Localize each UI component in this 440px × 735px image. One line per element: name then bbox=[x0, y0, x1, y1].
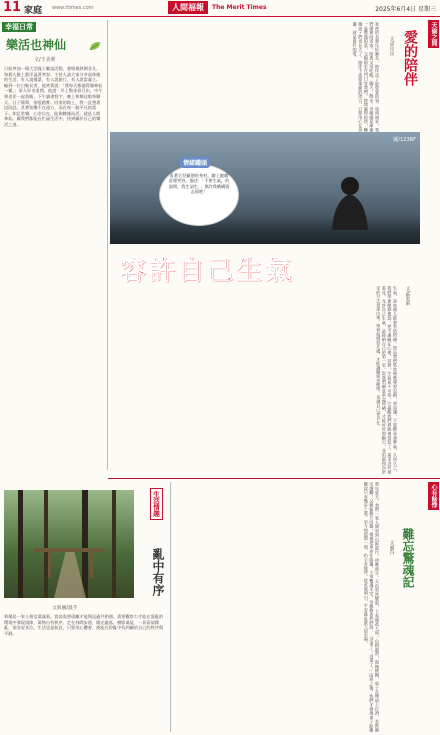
newspaper-logo-en: The Merit Times bbox=[212, 4, 267, 11]
right-article-body: 那年夏天，我們一家人開車到山區旅行。傍晚時分，天色突然變暗，下起傾盆大雨。山路濕滑，視線模糊，車子在彎道上打滑，差點衝出護欄。父親緊握方向盤，慢慢把車停在路邊。大家驚魂未定，母親抱著我們說：「沒事了，沒事了。」雨停之後，我們才發現車子距離懸崖只有幾步之遙。至今想起那一刻，仍心有餘悸。從此我明白，平安就是最大的幸福。 bbox=[363, 482, 380, 732]
section-name: 家庭 bbox=[24, 6, 43, 16]
feature-headline: 容許自己生氣 bbox=[120, 256, 295, 286]
newspaper-logo: 人間福報 bbox=[168, 1, 208, 14]
lower-byline: 文/蘇家嶄 bbox=[405, 286, 410, 306]
page-number: 11 bbox=[3, 0, 22, 15]
section-divider bbox=[108, 478, 440, 479]
emotion-text: 看著它兒藏偎的身材，隨上她隨意賣笑容，描述：「不要生氣，的面問，我生詞生，」那許我構構情志面吧！ bbox=[168, 173, 230, 195]
bottom-left-title: 亂中有序 bbox=[151, 548, 165, 596]
page-header bbox=[0, 0, 440, 17]
right-column-tag: 心有餘悸 bbox=[430, 484, 437, 508]
hero-photo bbox=[110, 132, 420, 244]
forest-trees-icon bbox=[4, 490, 134, 598]
emotion-tag: 情緒罐頭 bbox=[180, 157, 210, 168]
feature-column-tag: 天倫之間 bbox=[430, 22, 437, 46]
left-column-tag: 幸福日常 bbox=[2, 22, 36, 32]
left-byline: 文/王美莉 bbox=[34, 57, 56, 63]
bottom-left-photo-credit: 文與圖/溫芋 bbox=[52, 606, 78, 611]
woman-silhouette-icon bbox=[320, 172, 380, 232]
bottom-column-divider bbox=[170, 482, 171, 732]
forest-photo bbox=[4, 490, 134, 598]
feature-body: 家裡的長輩年紀漸長，陪伴成了最重要的事。每到週末，我們總會回老家，陪著父母吃飯、聊天、散步。母親總是準備一桌豐盛的菜，父親則坐在門口等我們。時間過得很快，轉眼孩子們也長大了。陪伴不需要華麗的語言，只要用心在身邊，就是最好的愛。 bbox=[352, 22, 380, 132]
column-divider bbox=[107, 20, 108, 470]
right-byline: 文/劉丹 bbox=[389, 540, 394, 556]
lower-feature-body: 生氣，是每個人都會有的情緒。然而我們常常被教導要忍耐、要退讓，不要輕易發脾氣。久而久之，我們學會壓抑憤怒，把不滿藏在心裡。其實，生氣並不可怕，它提醒我們界線被侵犯了，需求沒有被看見。允許自己生氣，是接納自己的第一步。當我們願意承認情緒，才能好好照顧它，並用溫和而堅定的方式表達出來。學習與憤怒共處，才能讓關係更健康，也讓自己更自在。 bbox=[376, 286, 398, 474]
left-article-body: 日前參加一場大型義工聯誼活動，會場裡熱鬧非凡，每個人臉上都洋溢著笑容。主持人請大家分享退休後的生活，有人說種菜，有人說旅行，有人說當義工。輪到一位白髮長者，他笑著說：「我每天都過得像神仙一樣。」眾人好奇追問，他說：早上散步看日出，中午和老伴一起煮飯，下午讀書寫字，晚上和鄰居喝茶聊天。日子簡單，卻很踏實。回家的路上，我一直想著這段話。其實快樂不在遠方，而在每一個平凡的當下。知足常樂，心安自在，能夠隨緣而活，就是人間神仙。願我們都能在忙碌生活中，找到屬於自己的樂活之道。 bbox=[4, 66, 103, 127]
photo-credit: 圖/123RF bbox=[393, 137, 416, 143]
site-url: www.ttimes.com bbox=[52, 5, 94, 11]
emotion-bubble bbox=[160, 160, 238, 225]
bottom-left-body: 和鄰居一家人相信漢義菊。賞鳥需要遠離才能與昆蟲共相遇。需要觀察力才能在混亂的環境中發現規律，萬物自有秩序。走在林間步道，陽光灑落，樹影婆娑，一切看似雜亂，卻各安其位。生活也是如此，只要用心體會，便能在紛亂中找到屬於自己的秩序與平靜。 bbox=[4, 614, 164, 636]
leaf-icon bbox=[88, 40, 102, 52]
right-article-title: 難忘驚魂記 bbox=[401, 528, 415, 588]
feature-byline: 文/胡玲玟 bbox=[389, 36, 394, 56]
issue-date: 2025年6月4日 星期三 bbox=[375, 6, 436, 13]
bottom-left-tag: 生活情趣 bbox=[150, 488, 163, 520]
feature-title: 愛的陪伴 bbox=[402, 30, 418, 86]
left-article-title: 樂活也神仙 bbox=[6, 38, 67, 52]
